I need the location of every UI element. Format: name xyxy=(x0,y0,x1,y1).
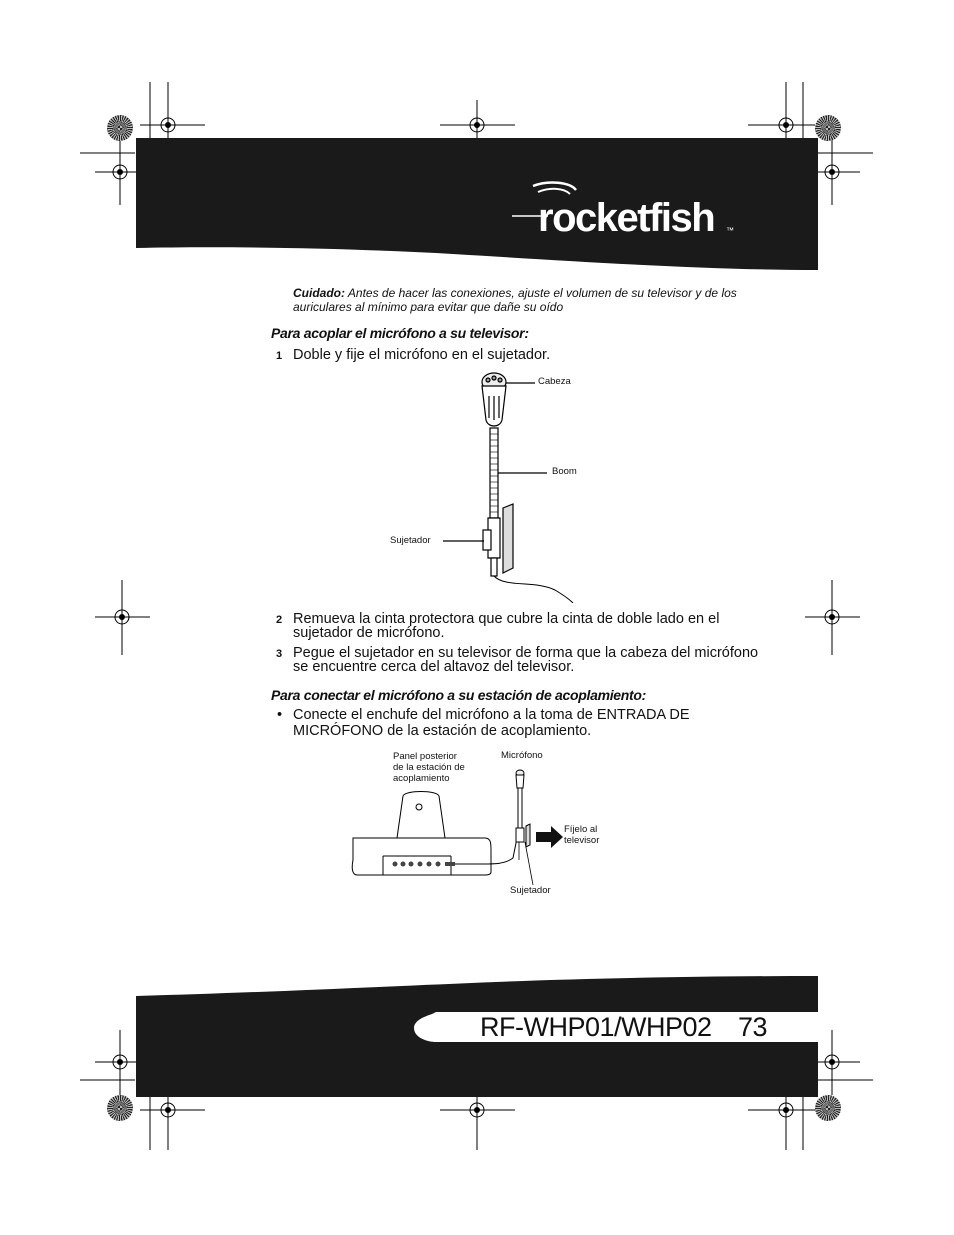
step-text: Pegue el sujetador en su televisor de forma que la cabeza del micrófono xyxy=(293,645,759,661)
step-text: Doble y fije el micrófono en el sujetador. xyxy=(293,347,551,363)
section1-heading: Para acoplar el micrófono a su televisor: xyxy=(271,325,529,341)
footer-page-number: 73 xyxy=(738,1012,768,1042)
bullet-marker: • xyxy=(277,707,283,723)
step-text: se encuentre cerca del altavoz del televisor. xyxy=(293,659,575,675)
caution-label: Cuidado: xyxy=(293,286,345,300)
label-panel-line2: de la estación de xyxy=(393,762,465,773)
label-holder: Sujetador xyxy=(390,535,431,546)
header-band xyxy=(136,138,818,270)
bullet-text: MICRÓFONO de la estación de acoplamiento. xyxy=(293,723,592,739)
step-text: Remueva la cinta protectora que cubre la cinta de doble lado en el xyxy=(293,611,720,627)
label-head: Cabeza xyxy=(538,376,571,387)
label-microphone: Micrófono xyxy=(501,750,543,761)
label-panel-line3: acoplamiento xyxy=(393,773,450,784)
registration-rosette xyxy=(107,115,133,141)
step-number: 1 xyxy=(276,350,283,362)
footer-model: RF-WHP01/WHP02 xyxy=(480,1012,712,1042)
label-holder-2: Sujetador xyxy=(510,885,551,896)
step-number: 3 xyxy=(276,648,283,660)
label-panel xyxy=(393,751,465,784)
bullet-text: Conecte el enchufe del micrófono a la toma de ENTRADA DE xyxy=(293,707,690,723)
label-panel-line1: Panel posterior xyxy=(393,751,457,762)
logo-text: rocketfish xyxy=(538,196,715,240)
microphone-diagram xyxy=(385,368,585,603)
registration-rosette xyxy=(107,1095,133,1121)
label-attach-line2: televisor xyxy=(564,835,600,846)
section2-heading: Para conectar el micrófono a su estación de acoplamiento: xyxy=(271,687,647,703)
label-boom: Boom xyxy=(552,466,577,477)
label-attach-line1: Fíjelo al xyxy=(564,824,598,835)
rocketfish-logo xyxy=(508,178,758,248)
registration-rosette xyxy=(815,115,841,141)
registration-rosette xyxy=(815,1095,841,1121)
label-attach xyxy=(564,824,599,846)
step-text: sujetador de micrófono. xyxy=(293,625,445,641)
logo-trademark: ™ xyxy=(726,226,734,235)
caution-text: Antes de hacer las conexiones, ajuste el volumen de su televisor y de los auriculares al mínimo para evitar que dañe su oído xyxy=(293,286,737,314)
step-number: 2 xyxy=(276,614,283,626)
caution-note xyxy=(293,286,763,314)
footer-band xyxy=(136,976,818,1097)
